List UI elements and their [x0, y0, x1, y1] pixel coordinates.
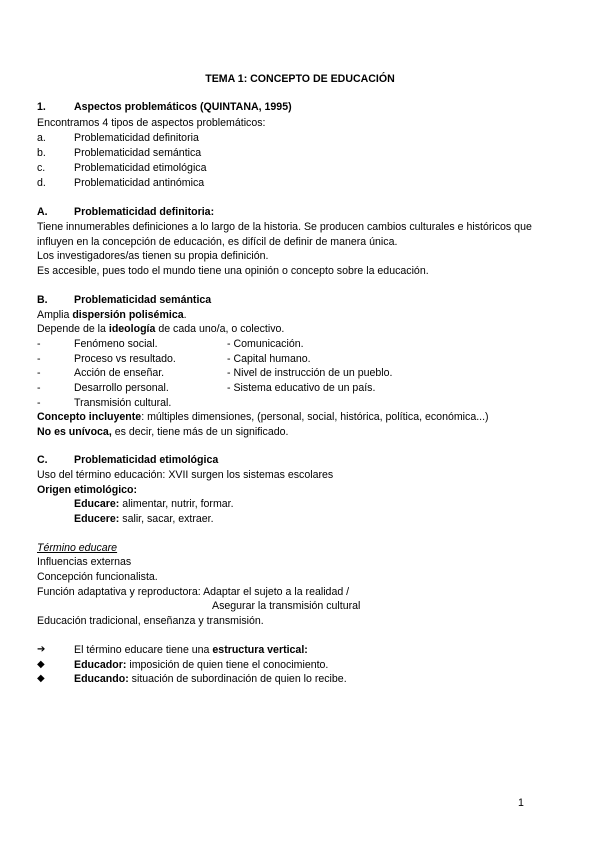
origen-label: Origen etimológico: — [37, 484, 138, 496]
page-title: TEMA 1: CONCEPTO DE EDUCACIÓN — [205, 73, 395, 85]
incluyente-line — [37, 410, 489, 424]
section-c-heading: Problematicidad etimológica — [74, 454, 219, 466]
list-marker: a. — [37, 132, 46, 144]
bold-term: ideología — [108, 323, 156, 335]
diamond-icon: ◆ — [37, 673, 45, 684]
educere-line — [74, 512, 214, 526]
paragraph-line: Uso del término educación: XVII surgen los sistemas escolares — [37, 469, 334, 481]
meaning-item-right: - Sistema educativo de un país. — [227, 382, 376, 394]
dash-marker: - — [37, 382, 41, 394]
meaning-item: Acción de enseñar. — [74, 367, 165, 379]
list-item: Problematicidad definitoria — [74, 132, 199, 144]
educare-line — [74, 497, 234, 511]
text-run: Depende de la — [37, 323, 109, 335]
text-run: : múltiples dimensiones, (personal, social, histórica, política, económica...) — [141, 411, 489, 423]
meaning-item-right: - Capital humano. — [227, 353, 311, 365]
asegurar-line: Asegurar la transmisión cultural — [212, 600, 361, 612]
termino-heading: Término educare — [37, 542, 118, 554]
section-1-intro: Encontramos 4 tipos de aspectos problemáticos: — [37, 117, 266, 129]
list-item: Problematicidad etimológica — [74, 162, 207, 174]
paragraph-line: Concepción funcionalista. — [37, 571, 158, 583]
text-run: El término educare tiene una — [74, 644, 213, 656]
section-1-number: 1. — [37, 101, 46, 113]
vertical-structure-line — [74, 643, 308, 657]
meaning-item-right: - Nivel de instrucción de un pueblo. — [227, 367, 393, 379]
text-run: situación de subordinación de quien lo recibe. — [128, 673, 347, 685]
bold-term: dispersión polisémica — [72, 309, 184, 321]
dash-marker: - — [37, 367, 41, 379]
bold-term: Concepto incluyente — [37, 411, 142, 423]
section-1-heading: Aspectos problemáticos (QUINTANA, 1995) — [74, 101, 292, 113]
paragraph-line: Los investigadores/as tienen su propia definición. — [37, 250, 269, 262]
text-run: es decir, tiene más de un significado. — [111, 426, 289, 438]
meaning-item: Fenómeno social. — [74, 338, 158, 350]
bold-term: Educando: — [74, 673, 129, 685]
educando-line — [74, 672, 347, 686]
list-item: Problematicidad semántica — [74, 147, 202, 159]
bold-term: Educere: — [74, 513, 120, 525]
paragraph-line: influyen en la concepción de educación, es difícil de definir de manera única. — [37, 236, 398, 248]
meaning-item: Transmisión cultural. — [74, 397, 172, 409]
list-marker: b. — [37, 147, 46, 159]
meaning-item: Desarrollo personal. — [74, 382, 169, 394]
educador-line — [74, 658, 328, 672]
text-run: imposición de quien tiene el conocimiento. — [126, 659, 329, 671]
text-run: . — [183, 309, 187, 321]
meaning-item: Proceso vs resultado. — [74, 353, 176, 365]
list-marker: c. — [37, 162, 46, 174]
meaning-item-right: - Comunicación. — [227, 338, 304, 350]
section-b-number: B. — [37, 294, 48, 306]
ideologia-line — [37, 322, 284, 336]
bold-term: Educare: — [74, 498, 120, 510]
bold-term: No es unívoca, — [37, 426, 112, 438]
polisemia-line — [37, 308, 187, 322]
text-run: salir, sacar, extraer. — [119, 513, 214, 525]
section-a-number: A. — [37, 206, 48, 218]
bold-term: Educador: — [74, 659, 127, 671]
paragraph-line: Educación tradicional, enseñanza y transmisión. — [37, 615, 264, 627]
list-marker: d. — [37, 177, 46, 189]
list-item: Problematicidad antinómica — [74, 177, 205, 189]
funcion-line: Función adaptativa y reproductora: Adaptar el sujeto a la realidad / — [37, 586, 350, 598]
univoca-line — [37, 425, 288, 439]
section-a-heading: Problematicidad definitoria: — [74, 206, 215, 218]
text-run: de cada uno/a, o colectivo. — [155, 323, 285, 335]
text-run: Amplia — [37, 309, 73, 321]
paragraph-line: Es accesible, pues todo el mundo tiene una opinión o concepto sobre la educación. — [37, 265, 429, 277]
arrow-icon: ➔ — [37, 644, 46, 655]
dash-marker: - — [37, 353, 41, 365]
section-c-number: C. — [37, 454, 48, 466]
bold-term: estructura vertical: — [212, 644, 308, 656]
section-b-heading: Problematicidad semántica — [74, 294, 212, 306]
paragraph-line: Influencias externas — [37, 556, 132, 568]
dash-marker: - — [37, 338, 41, 350]
text-run: alimentar, nutrir, formar. — [119, 498, 234, 510]
diamond-icon: ◆ — [37, 659, 45, 670]
dash-marker: - — [37, 397, 41, 409]
page-number: 1 — [518, 797, 524, 809]
paragraph-line: Tiene innumerables definiciones a lo largo de la historia. Se producen cambios culturales e históricos que — [37, 221, 532, 233]
